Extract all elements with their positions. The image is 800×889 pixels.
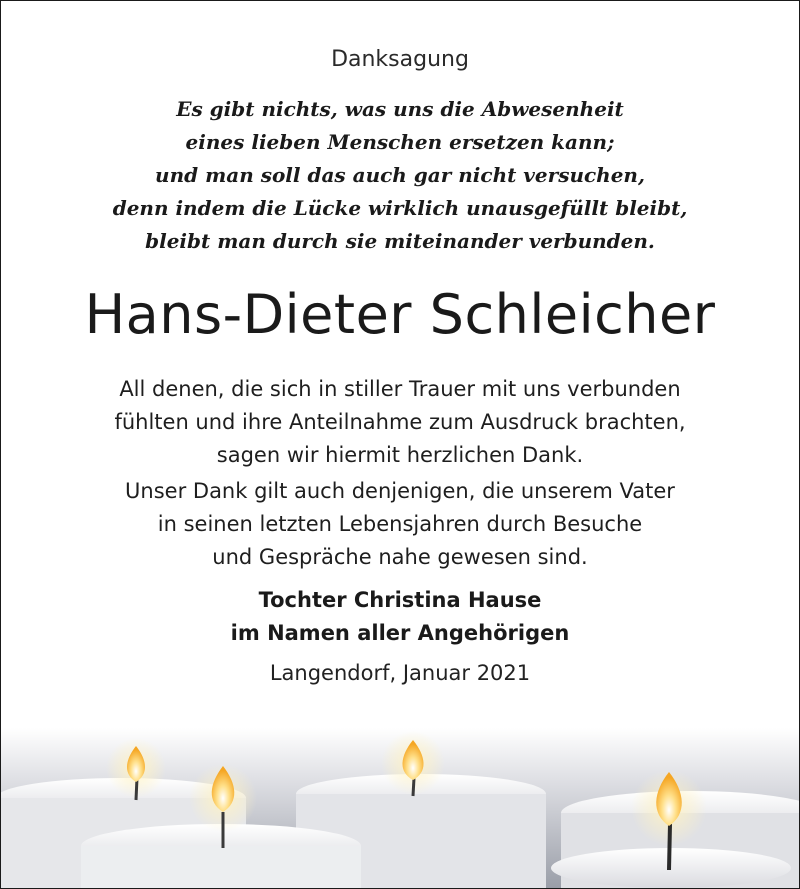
paragraph-line: Unser Dank gilt auch denjenigen, die unserem Vater	[125, 479, 675, 503]
quote-line: Es gibt nichts, was uns die Abwesenheit	[176, 97, 624, 121]
candles-image	[1, 728, 799, 888]
paragraph-line: und Gespräche nahe gewesen sind.	[212, 545, 588, 569]
paragraph-line: fühlten und ihre Anteilnahme zum Ausdruck brachten,	[114, 410, 686, 434]
place-date: Langendorf, Januar 2021	[269, 661, 531, 685]
quote-line: eines lieben Menschen ersetzen kann;	[185, 130, 615, 154]
paragraph-line: sagen wir hiermit herzlichen Dank.	[216, 443, 584, 467]
paragraph-line: All denen, die sich in stiller Trauer mit uns verbunden	[119, 377, 681, 401]
paragraph-line: in seinen letzten Lebensjahren durch Besuche	[157, 512, 643, 536]
signature-block	[1, 584, 799, 650]
signature-line: im Namen aller Angehörigen	[230, 621, 570, 645]
quote-line: und man soll das auch gar nicht versuchen,	[155, 163, 645, 187]
quote-line: denn indem die Lücke wirklich unausgefüllt bleibt,	[112, 196, 688, 220]
thanks-paragraph	[1, 373, 799, 472]
notice-heading: Danksagung	[331, 47, 469, 72]
quote-line: bleibt man durch sie miteinander verbunden.	[145, 229, 655, 253]
deceased-name: Hans-Dieter Schleicher	[84, 283, 716, 346]
gratitude-paragraph	[1, 475, 799, 574]
memorial-quote	[1, 93, 799, 258]
signature-line: Tochter Christina Hause	[258, 588, 542, 612]
